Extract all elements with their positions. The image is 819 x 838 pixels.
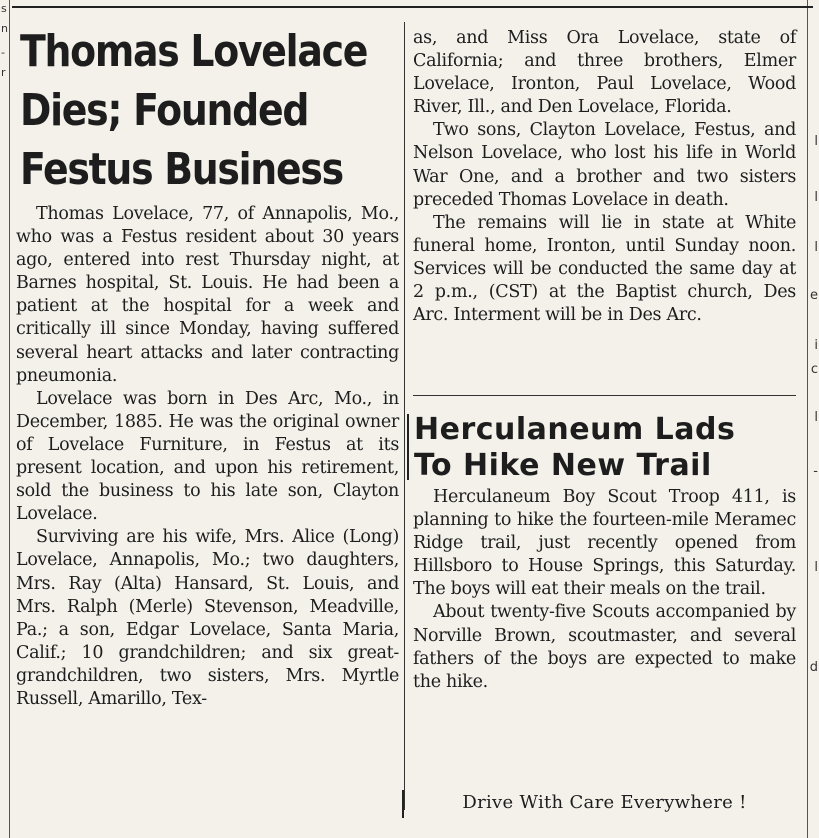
- left-fragment: -: [1, 46, 5, 59]
- right-fragment: l: [814, 410, 818, 425]
- top-rule: [12, 6, 813, 8]
- right-fragment: l: [814, 560, 818, 575]
- obituary-paragraph: Thomas Lovelace, 77, of Annapolis, Mo., who was a Festus resident about 30 years ago, entered into rest Thursday night, at Barnes hospital, St. Louis. He had been a patient at the hospital for a week and critically ill since Monday, having suffered several heart attacks and later contracting pneumonia.: [16, 204, 399, 386]
- headline-bar: [407, 414, 409, 480]
- obituary-continued-body: [413, 27, 796, 327]
- right-fragment: e: [810, 288, 818, 303]
- scout-paragraph: About twenty-five Scouts accompanied by Norville Brown, scoutmaster, and several fathers of the boys are expected to make the hike.: [413, 602, 796, 692]
- scout-paragraph: Herculaneum Boy Scout Troop 411, is planning to hike the fourteen-mile Meramec Ridge trail, just recently opened from Hillsboro to House Springs, this Saturday. The boys will eat their meals on the trail.: [413, 487, 796, 600]
- bottom-divider-bar: [402, 790, 404, 818]
- left-margin-strip: [0, 0, 10, 838]
- headline-line: To Hike New Trail: [414, 448, 712, 483]
- right-fragment: l: [814, 134, 818, 149]
- obituary-headline: [20, 22, 368, 199]
- obituary-body: [16, 203, 399, 711]
- column-divider: [404, 22, 405, 810]
- headline-line: Festus Business: [20, 144, 343, 195]
- obituary-paragraph: Surviving are his wife, Mrs. Alice (Long) Lovelace, Annapolis, Mo.; two daughters, Mrs. Ray (Alta) Hansard, St. Louis, and Mrs. Ralph (Merle) Stevenson, Meadville, Pa.; a son, Edgar Lovelace, Santa Maria, Calif.; 10 grandchildren; and six great-grandchildren, two sisters, Mrs. Myrtle Russell, Amarillo, Tex-: [16, 527, 399, 709]
- headline-line: Thomas Lovelace: [20, 26, 368, 77]
- scout-article-body: [413, 486, 796, 694]
- obituary-continued-column: [413, 27, 796, 327]
- right-fragment: d: [809, 660, 818, 675]
- right-margin-strip: [807, 0, 819, 838]
- drive-care-filler: Drive With Care Everywhere !: [462, 792, 747, 813]
- obituary-paragraph: Two sons, Clayton Lovelace, Festus, and Nelson Lovelace, who lost his life in World War One, and a brother and two sisters preceded Thomas Lovelace in death.: [413, 120, 796, 210]
- left-fragment: s: [1, 2, 7, 15]
- obituary-paragraph: as, and Miss Ora Lovelace, state of California; and three brothers, Elmer Lovelace, Ironton, Paul Lovelace, Wood River, Ill., and Den Lovelace, Florida.: [413, 28, 796, 118]
- headline-line: Dies; Founded: [20, 85, 309, 136]
- obituary-paragraph: Lovelace was born in Des Arc, Mo., in December, 1885. He was the original owner of Lovelace Furniture, in Festus at its present location, and upon his retirement, sold the business to his late son, Clayton Lovelace.: [16, 388, 399, 525]
- obituary-column: [16, 22, 399, 711]
- headline-line: Herculaneum Lads: [414, 412, 736, 447]
- scout-headline: [414, 412, 735, 484]
- article-separator-rule: [413, 395, 796, 396]
- right-fragment: l: [814, 240, 818, 255]
- left-fragment: r: [1, 66, 6, 79]
- right-fragment: l: [814, 190, 818, 205]
- obituary-paragraph: The remains will lie in state at White funeral home, Ironton, until Sunday noon. Services will be conducted the same day at 2 p.m., (CST) at the Baptist church, Des Arc. Interment will be in Des Arc.: [413, 212, 796, 326]
- left-fragment: n: [1, 22, 8, 35]
- scout-headline-block: [414, 412, 735, 484]
- right-fragment: -: [813, 464, 818, 479]
- right-fragment: i: [814, 338, 818, 353]
- right-fragment: c: [810, 362, 818, 377]
